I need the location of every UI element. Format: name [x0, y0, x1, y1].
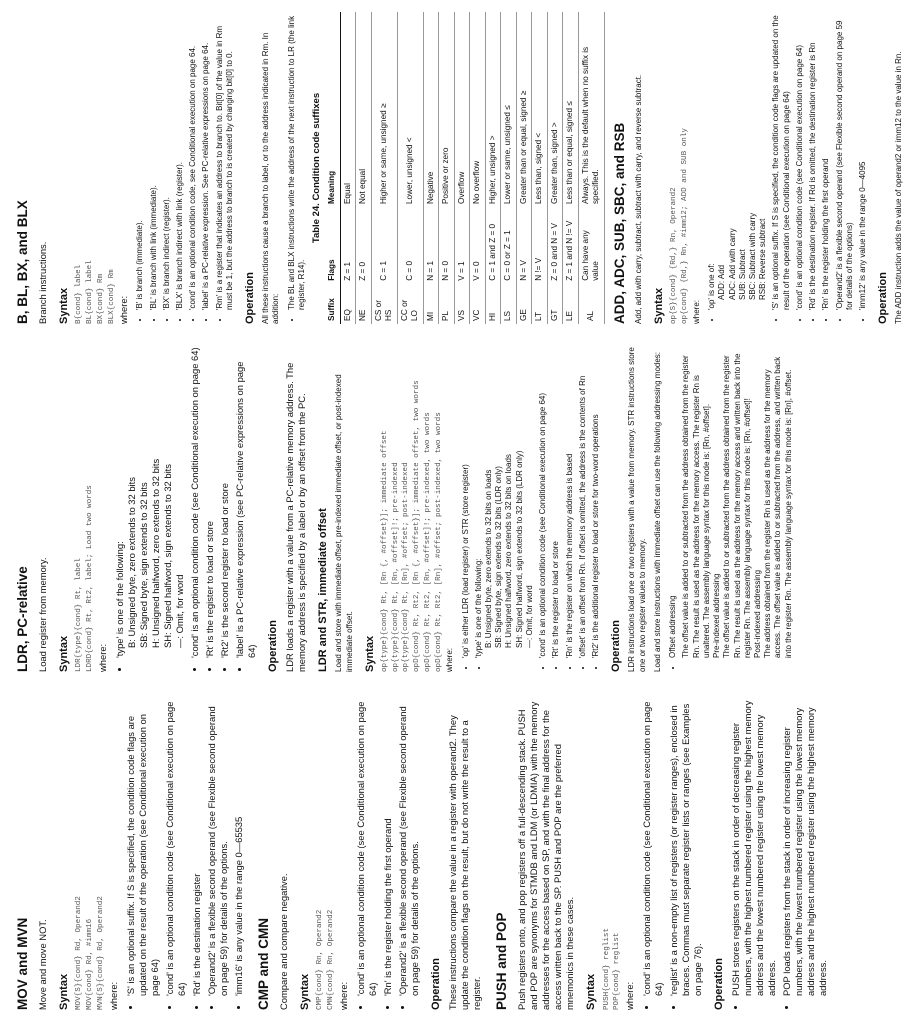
table-cell: MI	[423, 284, 439, 324]
syntax-line: opD{cond} Rt, Rt2, [Rn {, #offset}]; immediate offset, two words	[413, 380, 422, 672]
table-cell: Greater than or equal, signed ≥	[516, 12, 532, 207]
table-cell: Higher or same, unsigned ≥	[371, 12, 397, 207]
push-title: PUSH and POP	[494, 912, 510, 1010]
ldrimm-syntax-heading: Syntax	[363, 635, 376, 672]
syntax-line: MOV{cond} Rd, #imm16	[86, 918, 95, 1010]
bullet: • 'cond' is an optional condition code (see Conditional execution on page 64)	[795, 12, 805, 310]
table-cell: EQ	[340, 284, 356, 324]
table-cell: LE	[563, 284, 579, 324]
table-row	[578, 12, 604, 324]
table-row	[356, 12, 372, 324]
add-operation-heading: Operation	[877, 272, 890, 324]
bullet: • 'B' is branch (immediate).	[135, 12, 145, 310]
bullet: • 'Rn' is the register holding the first operand	[821, 12, 831, 310]
syntax-line: opD{cond} Rt, Rt2, [Rn, #offset]!; pre-indexed, two words	[423, 412, 432, 672]
branch-title: B, BL, BX, and BLX	[15, 200, 30, 324]
table-row	[516, 12, 532, 324]
table-row	[547, 12, 563, 324]
type-option: H: Unsigned halfword, zero extends to 32 bits on loads	[504, 454, 514, 648]
mode-title: Pre-indexed addressing	[712, 573, 722, 658]
table-header-row	[325, 12, 340, 324]
syntax-line: op{S}{cond} {Rd,} Rn, Operand2	[670, 187, 679, 324]
add-syntax-heading: Syntax	[653, 287, 666, 324]
ldrimm-title: LDR and STR, immediate offset	[317, 508, 330, 672]
push-syntax-heading: Syntax	[585, 973, 598, 1010]
mov-bullets	[125, 700, 245, 1010]
syntax-line: op{cond} {Rd,} Rn, #imm12; ADD and SUB only	[681, 128, 690, 324]
bullet: • 'Operand2' is a flexible second operand (see Flexible second operand on page 59) for details of the options.	[397, 700, 421, 996]
syntax-line: BLX{cond} Rm	[107, 269, 116, 324]
push-operation-bullets	[730, 700, 829, 1010]
bullet: • 'Rn' is the register holding the first operand	[382, 700, 394, 996]
add-operation-text: The ADD instruction adds the value of operand2 or imm12 to the value in Rn.	[894, 51, 904, 324]
table-cell: Always. This is the default when no suffix is specified.	[578, 12, 604, 207]
where-label: where:	[691, 299, 701, 324]
branch-intro: Branch instructions.	[37, 241, 49, 324]
bullet: • 'Rt2' is the second register to load or store	[219, 347, 231, 658]
table-cell: VS	[454, 284, 470, 324]
branch-bullets	[135, 12, 235, 324]
table-row	[501, 12, 517, 324]
syntax-line: MVN{S}{cond} Rd, Operand2	[96, 896, 105, 1010]
table-row	[397, 12, 423, 324]
add-intro: Add, add with carry, subtract, subtract with carry, and reverse subtract.	[634, 74, 644, 324]
table-cell: No overflow	[470, 12, 486, 207]
bullet	[707, 12, 768, 310]
table-cell: C = 0	[397, 207, 423, 284]
bullet: • 'cond' is an optional condition code, see Conditional execution on page 64.	[188, 12, 198, 310]
push-intro: Push registers onto, and pop registers off a full-descending stack. PUSH and POP are synonyms for STMDB and LDM (or LDMIA) with the memory addresses for the access based on SP, and with the final address for the access written back to the SP. PUSH and POP are the preferred mnemonics in these cases.	[516, 701, 576, 1010]
table-cell: Lower, unsigned <	[397, 12, 423, 207]
condition-code-table	[325, 12, 605, 324]
bullet: • 'op' is either LDR (load register) or STR (store register)	[461, 347, 471, 658]
type-option: B: Unsigned byte, zero extends to 32 bits	[125, 477, 137, 648]
table-cell: C = 1 and Z = 0	[485, 207, 501, 284]
type-option: B: Unsigned byte, zero extends to 32 bits on loads	[483, 469, 493, 648]
ldr-intro: Load register from memory.	[37, 557, 49, 672]
type-option: SB: Signed byte, sign extends to 32 bits (LDR only)	[494, 466, 504, 648]
op-lead: 'op' is one of:	[707, 263, 717, 310]
bullet: • 'cond' is an optional condition code (see Conditional execution on page 64)	[641, 700, 665, 996]
table-row	[454, 12, 470, 324]
column-3	[14, 12, 910, 324]
table-row	[439, 12, 455, 324]
mode-title: • Offset addressing	[668, 347, 678, 658]
op-option: ADC: Add with carry	[727, 228, 737, 300]
syntax-line: B{cond} label	[75, 264, 84, 324]
ldrimm-operation-text-2: Load and store instructions with immediate offset can use the following addressing modes:	[652, 351, 662, 672]
ldrimm-operation-heading: Operation	[610, 620, 623, 672]
table-cell: CS or HS	[371, 284, 397, 324]
mode-text: The address obtained from the register Rn is used as the address for the memory access. The offset value is added to or subtracted from the address, and written back into the register Rn. The assembly language syntax for this mode is: [Rn], #offset.	[763, 356, 793, 658]
mov-intro: Move and move NOT.	[37, 919, 49, 1010]
op-option: SUB: Subtract	[737, 249, 747, 300]
table-row	[532, 12, 548, 324]
ldr-operation-heading: Operation	[267, 620, 280, 672]
bullet	[114, 347, 186, 658]
bullet: • POP loads registers from the stack in order of increasing register numbers, with the lowest numbered register using the lowest memory address and the highest numbered register using the highest memory address.	[781, 700, 829, 996]
mov-syntax-heading: Syntax	[58, 973, 71, 1010]
syntax-line: opD{cond} Rt, Rt2, [Rn], #offset; post-indexed, two words	[434, 412, 443, 672]
table-cell: CC or LO	[397, 284, 423, 324]
bullet: • 'S' is an optional suffix. If S is specified, the condition code flags are updated on the result of the operation (see Conditional execution on page 64)	[771, 12, 791, 310]
table-cell: Z = 0 and N = V	[547, 207, 563, 284]
add-bullets	[707, 12, 868, 324]
cmp-bullets	[355, 700, 421, 1010]
table-cell: Equal	[340, 12, 356, 207]
table-cell: Negative	[423, 12, 439, 207]
ldr-syntax-heading: Syntax	[58, 635, 71, 672]
bullet: • 'offset' is an offset from Rn. If offset is omitted, the address is the contents of Rn	[578, 347, 588, 658]
branch-operation-text: All these instructions cause a branch to label, or to the address indicated in Rm. In addition:	[261, 32, 281, 324]
mode-text: The offset value is added to or subtracted from the address obtained from the register Rn. The result is used as the address for the memory access. The register Rn is unaltered. The assembly language syntax for this mode is: [Rn, #offset].	[681, 355, 711, 658]
table-cell: Less than, signed <	[532, 12, 548, 207]
bullet	[474, 347, 535, 658]
type-option: SH: Signed halfword, sign extends to 32 bits	[161, 464, 173, 648]
bullet: • 'label' is a PC-relative expression. See PC-relative expressions on page 64.	[201, 12, 211, 310]
where-label: where:	[107, 981, 119, 1010]
table-cell: C = 1	[371, 207, 397, 284]
type-option: —: Omit, for word	[174, 574, 185, 648]
push-operation-heading: Operation	[713, 958, 726, 1010]
table-cell: LT	[532, 284, 548, 324]
cmp-operation-text: These instructions compare the value in a register with operand2. They update the condition flags on the result, but do not write the result to a register.	[446, 715, 482, 1010]
type-lead: 'type' is one of the following:	[113, 541, 125, 658]
syntax-line: PUSH{cond} reglist	[602, 927, 611, 1010]
ldr-title: LDR, PC-relative	[15, 566, 30, 672]
syntax-line: CMP{cond} Rn, Operand2	[316, 909, 325, 1010]
table-row	[470, 12, 486, 324]
cmp-title: CMP and CMN	[255, 917, 271, 1010]
branch-operation-heading: Operation	[244, 272, 257, 324]
table-cell: AL	[578, 284, 604, 324]
syntax-line: LDR{type}{cond} Rt, label	[75, 558, 84, 672]
bullet: • 'Operand2' is a flexible second operand (see Flexible second operand on page 59 for details of the options)	[835, 12, 855, 310]
syntax-line: MOV{S}{cond} Rd, Operand2	[75, 896, 84, 1010]
table-cell: C = 0 or Z = 1	[501, 207, 517, 284]
bullet: • 'Operand2' is a flexible second operand (see Flexible second operand on page 59) for details of the options.	[206, 700, 230, 996]
bullet: • 'Rm' is a register that indicates an address to branch to. Bit[0] of the value in Rm must be 1, but the address to branch to is created by changing bit[0] to 0.	[215, 12, 235, 310]
mode-text: The offset value is added to or subtracted from the address obtained from the register Rn. The result is used as the address for the memory access and written back into the register Rn. The assembly language syntax for this mode is: [Rn, #offset]!	[722, 353, 752, 658]
bullet: • 'BX' is branch indirect (register).	[162, 12, 172, 310]
bullet: • 'imm12' is any value in the range 0—4095	[858, 12, 868, 310]
type-option: —: Omit, for word	[524, 585, 534, 648]
table-header: Suffix	[325, 284, 340, 324]
column-2	[14, 347, 798, 672]
table-row	[371, 12, 397, 324]
push-bullets	[641, 700, 704, 1010]
branch-syntax-heading: Syntax	[58, 287, 71, 324]
table-cell: Not equal	[356, 12, 372, 207]
bullet: • PUSH stores registers on the stack in order of decreasing register numbers, with the highest numbered register using the highest memory address and the lowest numbered register using the lowest memory address.	[730, 700, 778, 996]
table-cell: V = 0	[470, 207, 486, 284]
op-option: SBC: Subtract with carry	[748, 212, 758, 300]
op-option: ADD: Add	[717, 264, 727, 300]
bullet: • 'cond' is an optional condition code (see Conditional execution on page 64)	[538, 347, 548, 658]
bullet: • The BL and BLX instructions write the address of the next instruction to LR (the link register, R14).	[287, 12, 307, 310]
bullet: • 'Rt2' is the additional register to load or store for two-word operations	[591, 347, 601, 658]
syntax-line: LDRD{cond} Rt, Rt2, label; Load two words	[86, 485, 95, 672]
where-label: where:	[337, 981, 349, 1010]
table-cell: N = 0	[439, 207, 455, 284]
table-cell: N = V	[516, 207, 532, 284]
op-option: RSB: Reverse subtract	[758, 218, 768, 300]
table-cell: Overflow	[454, 12, 470, 207]
bullet: • 'Rn' is the register on which the memory address is based	[565, 347, 575, 658]
column-1	[14, 700, 833, 1010]
bullet: • 'cond' is an optional condition code (see Conditional execution on page 64)	[164, 700, 188, 996]
syntax-line: op{type}{cond} Rt, [Rn {, #offset}]; immediate offset	[380, 430, 389, 672]
bullet: • 'cond' is an optional condition code (see Conditional execution on page 64)	[189, 347, 201, 658]
bullet: • 'imm16' is any value in the range 0—65535	[233, 700, 245, 996]
table-header: Flags	[325, 207, 340, 284]
where-label: where:	[96, 643, 108, 672]
mode-title: Post-indexed addressing	[752, 569, 762, 658]
bullet: • 'BL' is branch with link (immediate).	[149, 12, 159, 310]
where-label: where:	[445, 647, 455, 672]
table-cell: GT	[547, 284, 563, 324]
ldr-bullets	[114, 347, 258, 672]
where-label: where:	[118, 295, 130, 324]
table-cell: PL	[439, 284, 455, 324]
bullet: • 'reglist' is a non-empty list of registers (or register ranges), enclosed in braces. Commas must separate register lists or ranges (see Examples on page 76).	[668, 700, 704, 996]
syntax-line: POP{cond} reglist	[613, 932, 622, 1010]
table-cell: LS	[501, 284, 517, 324]
bullet: • 'Rd' is the destination register	[191, 700, 203, 996]
type-option: H: Unsigned halfword, zero extends to 32 bits	[149, 458, 161, 648]
table-row	[340, 12, 356, 324]
table-row	[485, 12, 501, 324]
table-cell: Less than or equal, signed ≤	[563, 12, 579, 207]
table-cell: Z = 1	[340, 207, 356, 284]
syntax-line: CMN{cond} Rn, Operand2	[326, 909, 335, 1010]
table-cell: Z = 1 and N != V	[563, 207, 579, 284]
table-cell: Lower or same, unsigned ≤	[501, 12, 517, 207]
table-cell: GE	[516, 284, 532, 324]
cmp-intro: Compare and compare negative.	[278, 873, 290, 1010]
table-cell: VC	[470, 284, 486, 324]
bullet: • 'Rd' is the destination register. If Rd is omitted, the destination register is Rn	[808, 12, 818, 310]
syntax-line: op{type}{cond} Rt, [Rn, #offset]!; pre-indexed	[391, 462, 400, 672]
syntax-line: BL{cond} label	[86, 260, 95, 324]
mov-title: MOV and MVN	[15, 917, 30, 1010]
table-row	[423, 12, 439, 324]
cmp-syntax-heading: Syntax	[299, 973, 312, 1010]
bullet: • 'BLX' is branch indirect with link (register).	[175, 12, 185, 310]
cmp-operation-heading: Operation	[429, 958, 442, 1010]
type-option: SB: Signed byte, sign extends to 32 bits	[137, 482, 149, 648]
syntax-line: BX{cond} Rm	[96, 273, 105, 324]
ldrimm-modes	[668, 347, 794, 672]
table-row	[563, 12, 579, 324]
add-title: ADD, ADC, SUB, SBC, and RSB	[611, 122, 627, 324]
bullet: • 'Rt' is the register to load or store	[551, 347, 561, 658]
ldrimm-bullets	[461, 347, 602, 672]
syntax-line: op{type}{cond} Rt, [Rn], #offset; post-indexed	[402, 462, 411, 672]
table-cell: N != V	[532, 207, 548, 284]
bullet: • 'S' is an optional suffix. If S is specified, the condition code flags are updated on the result of the operation (see Conditional execution on page 64)	[125, 700, 161, 996]
branch-operation-bullets	[287, 12, 307, 324]
table-caption: Table 24. Condition code suffixes	[311, 92, 323, 244]
table-cell: V = 1	[454, 207, 470, 284]
table-cell: N = 1	[423, 207, 439, 284]
table-cell: NE	[356, 284, 372, 324]
ldr-operation-text: LDR loads a register with a value from a PC-relative memory address. The memory address is specified by a label or by an offset from the PC.	[284, 362, 308, 672]
table-cell: Greater than, signed >	[547, 12, 563, 207]
ldrimm-intro: Load and store with immediate offset, pre-indexed immediate offset, or post-indexed immediate offset.	[334, 374, 354, 672]
table-cell: Higher, unsigned >	[485, 12, 501, 207]
table-cell: HI	[485, 284, 501, 324]
table-cell: Positive or zero	[439, 12, 455, 207]
table-header: Meaning	[325, 12, 340, 207]
bullet: • 'label' is a PC-relative expression (see PC-relative expressions on page 64)	[234, 347, 258, 658]
type-option: SH: Signed halfword, sign extends to 32 bits (LDR only)	[514, 450, 524, 648]
table-cell: Z = 0	[356, 207, 372, 284]
where-label: where:	[623, 981, 635, 1010]
table-cell: Can have any value	[578, 207, 604, 284]
bullet: • 'cond' is an optional condition code (see Conditional execution on page 64)	[355, 700, 379, 996]
bullet: • 'Rt' is the register to load or store	[204, 347, 216, 658]
ldrimm-operation-text: LDR instructions load one or two registers with a value from memory. STR instructions store one or two register values to memory.	[627, 347, 647, 672]
type-lead: 'type' is one of the following:	[473, 558, 483, 658]
